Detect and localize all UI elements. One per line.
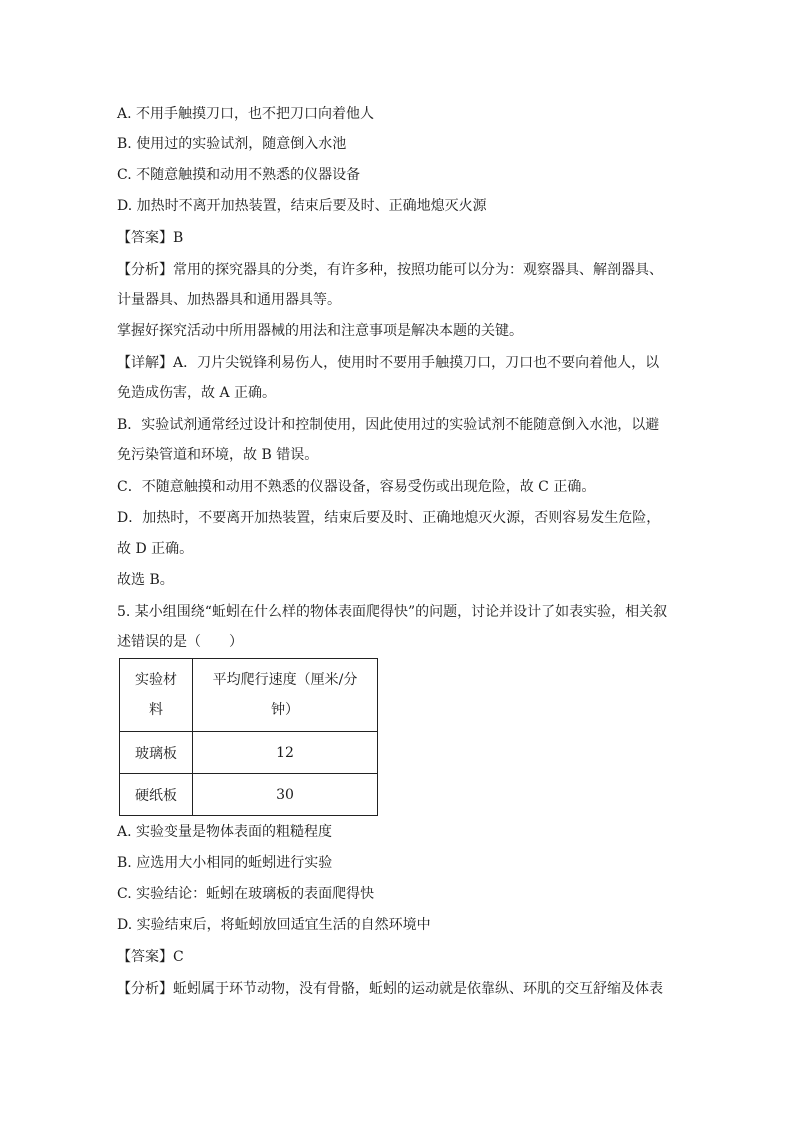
q5-option-c: C. 实验结论：蚯蚓在玻璃板的表面爬得快 [117, 886, 375, 902]
q4-option-b: B. 使用过的实验试剂，随意倒入水池 [117, 136, 347, 152]
q5-answer: 【答案】C [117, 949, 184, 965]
q4-option-c: C. 不随意触摸和动用不熟悉的仪器设备 [117, 167, 361, 183]
table-cell-speed: 12 [193, 732, 378, 774]
q4-detail-line-7: 故 D 正确。 [117, 541, 194, 557]
q4-detail-line-5: C．不随意触摸和动用不熟悉的仪器设备，容易受伤或出现危险，故 C 正确。 [117, 479, 596, 495]
table-header-material-text: 实验材料 [135, 672, 177, 718]
q5-option-d: D. 实验结束后，将蚯蚓放回适宜生活的自然环境中 [117, 917, 431, 933]
q4-option-a: A. 不用手触摸刀口，也不把刀口向着他人 [117, 106, 375, 122]
q4-detail-line-6: D．加热时，不要离开加热装置，结束后要及时、正确地熄灭火源，否则容易发生危险， [117, 510, 661, 526]
table-header-row [120, 659, 378, 732]
q4-detail-line-1: 【详解】A．刀片尖锐锋利易伤人，使用时不要用手触摸刀口，刀口也不要向着他人，以 [117, 355, 660, 371]
q4-detail-line-4: 免污染管道和环境，故 B 错误。 [117, 447, 319, 463]
q4-analysis-line-1: 【分析】常用的探究器具的分类，有许多种，按照功能可以分为：观察器具、解剖器具、 [117, 262, 663, 278]
q4-detail-line-3: B．实验试剂通常经过设计和控制使用，因此使用过的实验试剂不能随意倒入水池，以避 [117, 417, 660, 433]
table-header-material [120, 659, 193, 732]
q5-stem-line-1: 5. 某小组围绕“蚯蚓在什么样的物体表面爬得快”的问题，讨论并设计了如表实验，相关叙 [117, 604, 668, 620]
table-cell-speed: 30 [193, 774, 378, 816]
table-cell-material: 硬纸板 [120, 774, 193, 816]
q4-answer: 【答案】B [117, 230, 184, 246]
q5-option-a: A. 实验变量是物体表面的粗糙程度 [117, 824, 333, 840]
q4-analysis-line-3: 掌握好探究活动中所用器械的用法和注意事项是解决本题的关键。 [117, 323, 523, 339]
q4-conclusion: 故选 B。 [117, 572, 174, 588]
table-row [120, 774, 378, 816]
table-header-speed [193, 659, 378, 732]
q5-analysis-line-1: 【分析】蚯蚓属于环节动物，没有骨骼，蚯蚓的运动就是依靠纵、环肌的交互舒缩及体表 [117, 981, 663, 997]
q4-option-d: D. 加热时不离开加热装置，结束后要及时、正确地熄灭火源 [117, 198, 487, 214]
q4-analysis-line-2: 计量器具、加热器具和通用器具等。 [117, 292, 341, 308]
table-cell-material: 玻璃板 [120, 732, 193, 774]
table-header-speed-text: 平均爬行速度（厘米/分钟） [212, 672, 358, 718]
table-row [120, 732, 378, 774]
q5-stem-line-2: 述错误的是（ ） [117, 634, 243, 650]
q5-option-b: B. 应选用大小相同的蚯蚓进行实验 [117, 855, 333, 871]
q5-data-table [119, 658, 378, 816]
q4-detail-line-2: 免造成伤害，故 A 正确。 [117, 385, 277, 401]
